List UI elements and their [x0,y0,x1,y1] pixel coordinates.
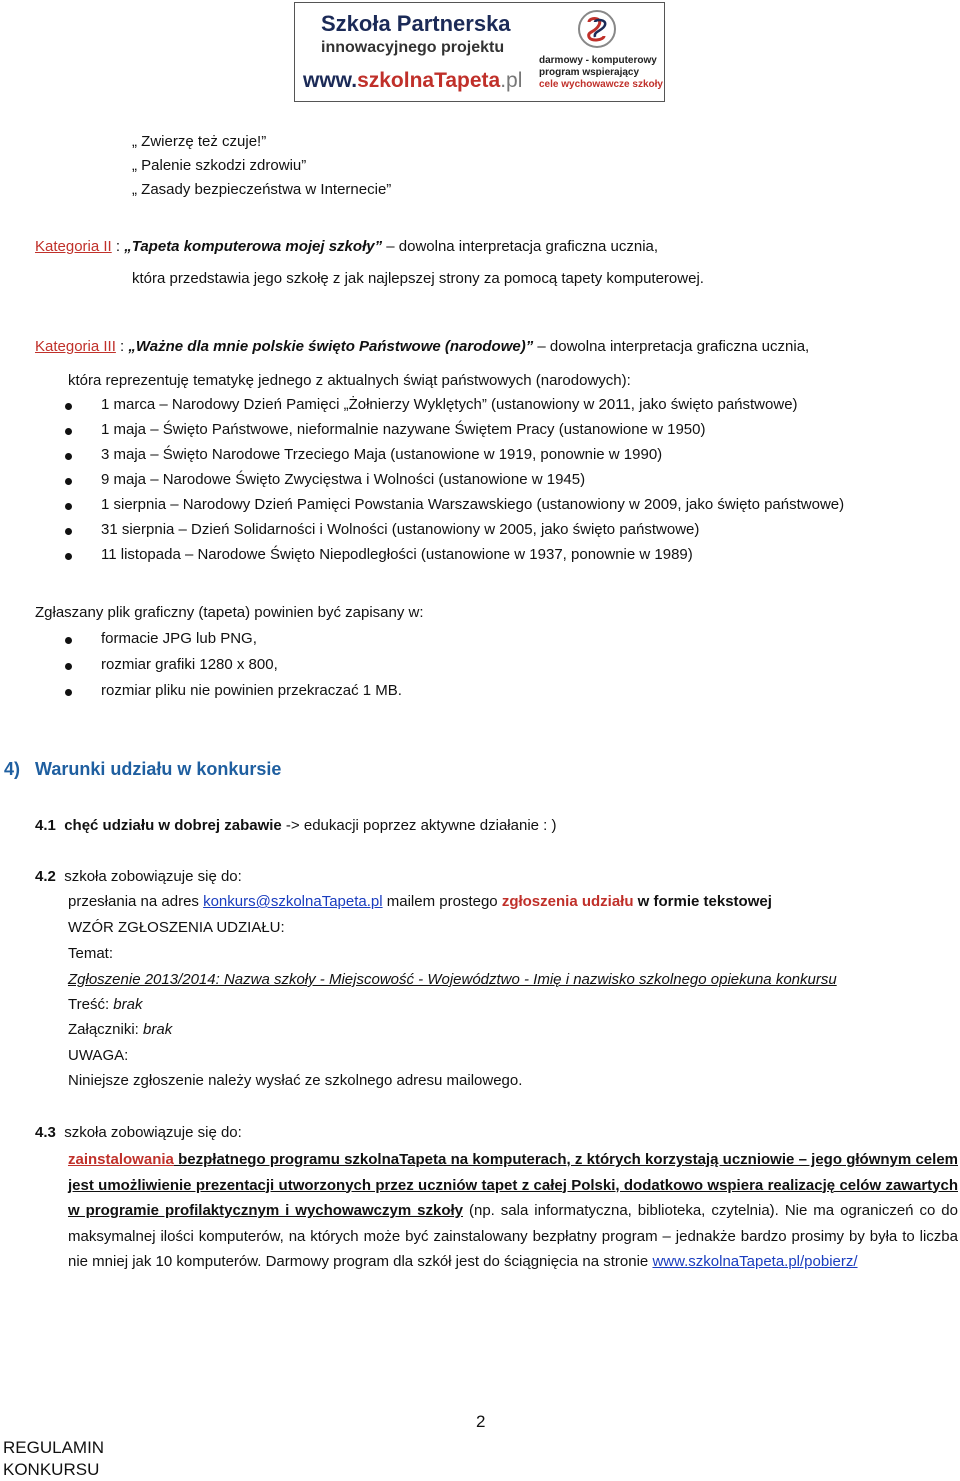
logo-title: Szkoła Partnerska [321,11,511,36]
bullet-icon [65,503,72,510]
paragraph-4-1: 4.1 chęć udziału w dobrej zabawie -> edukacji poprzez aktywne działanie : ) [35,817,557,834]
category-2-label: Kategoria II [35,238,112,255]
bullet-icon [65,689,72,696]
file-requirement-item: formacie JPG lub PNG, [101,630,257,647]
logo-subtitle: innowacyjnego projektu [321,39,505,56]
category-2-title: „Tapeta komputerowa mojej szkoły” [124,238,383,255]
bullet-icon [65,528,72,535]
subject-template: Zgłoszenie 2013/2014: Nazwa szkoły - Miejscowość - Województwo - Imię i nazwisko szkolnego opiekuna konkursu [68,971,837,988]
subject-label: Temat: [68,945,114,962]
holiday-item: 3 maja – Święto Narodowe Trzeciego Maja (ustanowione w 1919, ponownie w 1990) [101,446,663,463]
send-instruction: przesłania na adres konkurs@szkolnaTapeta.pl mailem prostego zgłoszenia udziału w formie tekstowej [68,893,772,910]
category-2-description: która przedstawia jego szkołę z jak najlepszej strony za pomocą tapety komputerowej. [132,270,704,287]
template-heading: WZÓR ZGŁOSZENIA UDZIAŁU: [68,919,285,936]
topic-item: „ Palenie szkodzi zdrowiu” [132,157,307,174]
holiday-item: 9 maja – Narodowe Święto Zwycięstwa i Wolności (ustanowione w 1945) [101,471,586,488]
note-text: Niniejsze zgłoszenie należy wysłać ze szkolnego adresu mailowego. [68,1072,523,1089]
category-2-heading: Kategoria II : „Tapeta komputerowa mojej szkoły” – dowolna interpretacja graficzna ucznia, [35,238,659,255]
paragraph-4-3-intro: 4.3 szkoła zobowiązuje się do: [35,1124,242,1141]
footer-label: REGULAMIN KONKURSU [3,1438,105,1479]
partner-school-logo [294,2,665,102]
bullet-icon [65,637,72,644]
paragraph-4-3-body: zainstalowania bezpłatnego programu szkolnaTapeta na komputerach, z których korzystają uczniowie – jego głównym celem jest umożliwienie prezentacji utworzonych przez uczniów tapet z całej Polski, dodatkowo wspiera realizację celów zawartych w programie profilaktycznym i wychowawczym szkoły (np. sala informatyczna, biblioteka, czytelnia). Nie ma ograniczeń co do maksymalnej ilości komputerów, na których może być zainstalowany bezpłatny program – jednakże bardzo prosimy by była to liczba nie mniej jak 10 komputerów. Darmowy program dla szkół jest do ściągnięcia na stronie www.szkolnaTapeta.pl/pobierz/ [68,1151,958,1270]
topic-item: „ Zwierzę też czuje!” [132,133,267,150]
holiday-item: 31 sierpnia – Dzień Solidarności i Wolności (ustanowiony w 2005, jako święto państwowe) [101,521,700,538]
file-requirement-item: rozmiar pliku nie powinien przekraczać 1 MB. [101,682,402,699]
file-requirement-item: rozmiar grafiki 1280 x 800, [101,656,278,673]
bullet-icon [65,453,72,460]
category-3-title: „Ważne dla mnie polskie święto Państwowe (narodowe)” [128,338,534,355]
contest-email-link[interactable]: konkurs@szkolnaTapeta.pl [203,893,383,910]
holiday-item: 1 marca – Narodowy Dzień Pamięci „Żołnierzy Wyklętych” (ustanowiony w 2011, jako święto państwowe) [101,396,798,413]
logo-tagline: darmowy - komputerowy program wspierający cele wychowawcze szkoły [539,55,663,90]
topic-item: „ Zasady bezpieczeństwa w Internecie” [132,181,392,198]
body-field: Treść: brak [68,996,143,1013]
section-4-heading: 4) Warunki udziału w konkursie [4,759,282,779]
holiday-item: 1 sierpnia – Narodowy Dzień Pamięci Powstania Warszawskiego (ustanowiony w 2009, jako święto państwowe) [101,496,845,513]
paragraph-4-2-intro: 4.2 szkoła zobowiązuje się do: [35,868,242,885]
category-3-label: Kategoria III [35,338,116,355]
bullet-icon [65,478,72,485]
category-3-description: która reprezentuję tematykę jednego z aktualnych świąt państwowych (narodowych): [68,372,631,389]
logo-url: www.szkolnaTapeta.pl [303,69,523,92]
attachments-field: Załączniki: brak [68,1021,173,1038]
holiday-item: 1 maja – Święto Państwowe, nieformalnie nazywane Świętem Pracy (ustanowione w 1950) [101,421,706,438]
bullet-icon [65,553,72,560]
bullet-icon [65,663,72,670]
bullet-icon [65,403,72,410]
bullet-icon [65,428,72,435]
category-3-heading: Kategoria III : „Ważne dla mnie polskie święto Państwowe (narodowe)” – dowolna interpretacja graficzna ucznia, [35,338,810,355]
holiday-item: 11 listopada – Narodowe Święto Niepodległości (ustanowione w 1937, ponownie w 1989) [101,546,693,563]
file-requirements-intro: Zgłaszany plik graficzny (tapeta) powinien być zapisany w: [35,604,424,621]
logo-emblem-icon [577,9,617,49]
page-number: 2 [476,1412,486,1431]
note-label: UWAGA: [68,1047,129,1064]
download-link[interactable]: www.szkolnaTapeta.pl/pobierz/ [652,1253,858,1270]
